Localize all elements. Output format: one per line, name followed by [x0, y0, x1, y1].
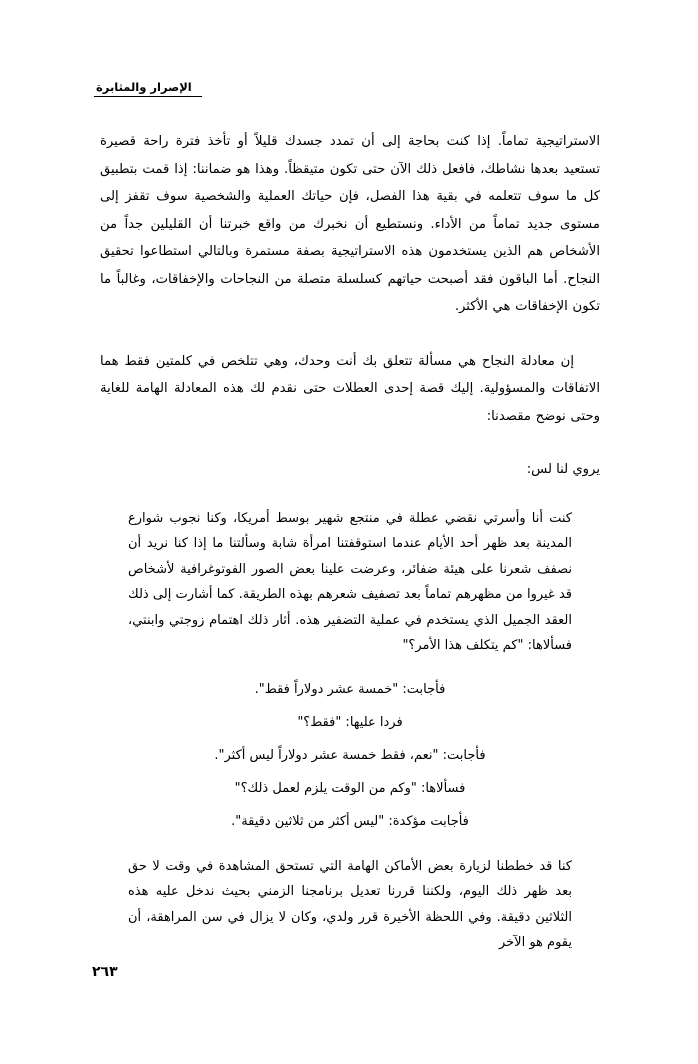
page-number: ٢٦٣	[92, 964, 118, 980]
running-header-text: الإصرار والمثابرة	[96, 80, 192, 94]
closing-paragraph-text: كنا قد خططنا لزيارة بعض الأماكن الهامة التي تستحق المشاهدة في وقت لا حق بعد ظهر ذلك اليوم، ولكننا قررنا تعديل برنامجنا الزمني بحيث ندخل عليه هذه الثلاثين دقيقة. وفي اللحظة الأخيرة قرر ولدي، وكان لا يزال في سن المراهقة، أن يقوم هو الآخر	[128, 858, 572, 950]
running-header	[96, 78, 200, 96]
dialogue-block	[100, 673, 600, 838]
dialogue-line: فأجابت: "نعم، فقط خمسة عشر دولاراً ليس أكثر".	[214, 747, 486, 763]
quotation-text: كنت أنا وأسرتي نقضي عطلة في منتجع شهير بوسط أمريكا، وكنا نجوب شوارع المدينة بعد ظهر أحد الأيام عندما استوقفتنا امرأة شابة وسألتنا ما إذا كنا نريد أن نصفف شعرنا على هيئة ضفائر، وعرضت علينا بعض الصور الفوتوغرافية لأشخاص قد غيروا من مظهرهم تماماً بعد تصفيف شعرهم بهذه الطريقة. كما أشارت إلى ذلك العقد الجميل الذي يستخدم في عملية التضفير هذه. أثار ذلك اهتمام زوجتي وابنتي، فسألاها: "كم يتكلف هذا الأمر؟"	[128, 510, 572, 653]
body-paragraph-1: الاستراتيجية تماماً. إذا كنت بحاجة إلى أن تمدد جسدك قليلاً أو تأخذ فترة راحة قصيرة تستعيد بعدها نشاطك، فافعل ذلك الآن حتى تكون متيقظاً. وهذا هو ضماننا: إذا قمت بتطبيق كل ما سوف تتعلمه في بقية هذا الفصل، فإن حياتك العملية والشخصية سوف تقفز إلى مستوى جديد تماماً من الأداء. ونستطيع أن نخبرك من واقع خبرتنا أن القليلين جداً من الأشخاص هم الذين يستخدمون هذه الاستراتيجية بصفة مستمرة وبالتالي استطاعوا تحقيق النجاح. أما الباقون فقد أصبحت حياتهم كسلسلة متصلة من النجاحات والإخفاقات، وغالباً ما تكون الإخفاقات هي الأكثر.	[100, 134, 600, 314]
dialogue-line: فسألاها: "وكم من الوقت يلزم لعمل ذلك؟"	[234, 780, 466, 796]
dialogue-line: فأجابت: "خمسة عشر دولاراً فقط".	[254, 681, 446, 697]
text-column	[100, 128, 600, 956]
quotation-block	[128, 506, 572, 659]
header-underline-rule	[94, 96, 202, 97]
body-paragraph-2: إن معادلة النجاح هي مسألة تتعلق بك أنت وحدك، وهي تتلخص في كلمتين فقط هما الاتفاقات والمسؤولية. إليك قصة إحدى العطلات حتى نقدم لك هذه المعادلة الهامة للغاية وحتى نوضح مقصدنا:	[100, 353, 600, 424]
closing-paragraph-block	[128, 854, 572, 956]
dialogue-line: فردا عليها: "فقط؟"	[297, 714, 403, 730]
dialogue-line: فأجابت مؤكدة: "ليس أكثر من ثلاثين دقيقة".	[231, 813, 469, 829]
narrator-attribution-line: يروي لنا لس:	[526, 462, 600, 477]
